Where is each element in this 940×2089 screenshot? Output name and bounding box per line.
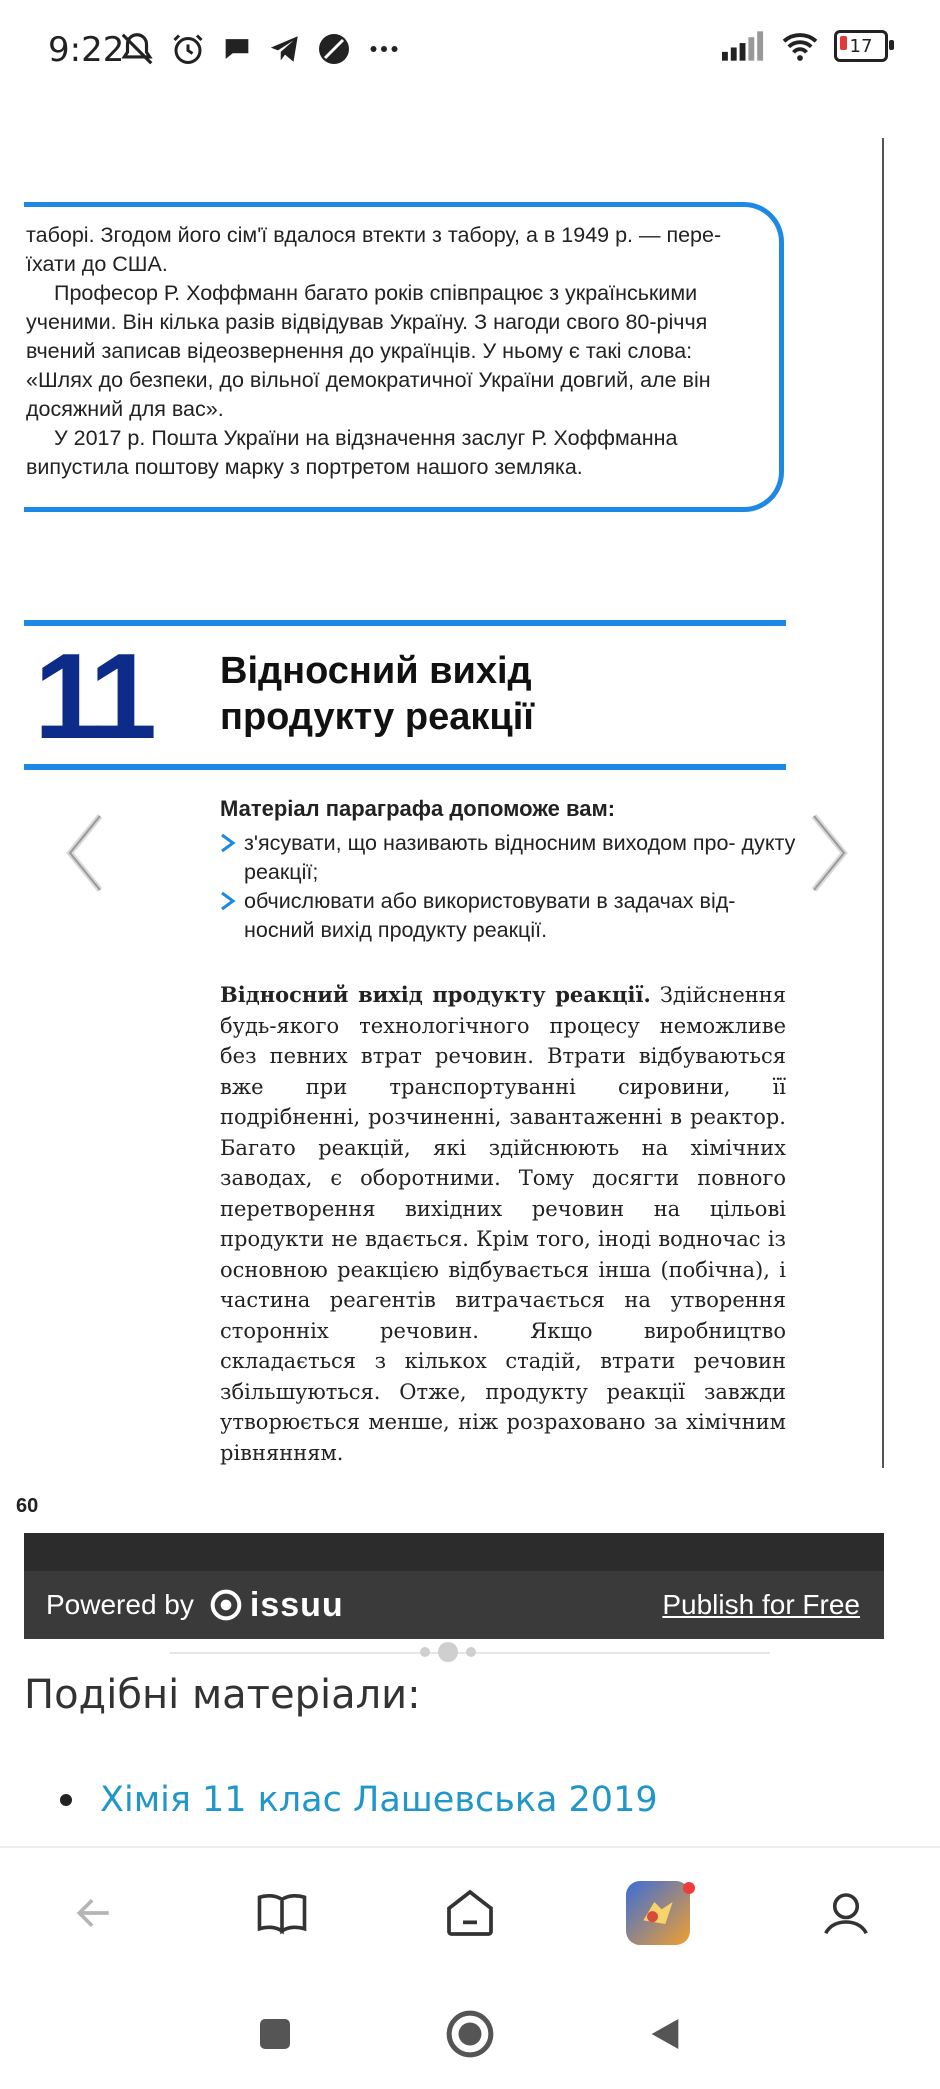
info-paragraph: Професор Р. Хоффманн багато років співпрацює з українськими ученими. Він кілька разів відвідував Україну. З нагоди свого 80-річчя вчений записав відеозвернення до українців. У ньому є такі слова: «Шлях до безпеки, до вільної демократичної України довгий, але він досяжний для вас».	[26, 281, 711, 421]
more-notifications-icon	[366, 31, 402, 67]
page-number: 60	[16, 1495, 39, 1517]
wifi-icon	[780, 30, 820, 62]
issuu-bar	[24, 1571, 884, 1639]
body-lead: Відносний вихід продукту реакції.	[220, 982, 651, 1007]
issuu-logo-text: issuu	[249, 1585, 344, 1624]
chapter-title-line: Відносний вихід	[220, 650, 532, 692]
signal-icon	[722, 31, 766, 61]
status-time: 9:22	[48, 30, 125, 70]
next-page-arrow-icon[interactable]	[804, 808, 854, 898]
goals-title: Матеріал параграфа допоможе вам:	[220, 796, 616, 821]
goal-item	[220, 829, 800, 887]
chapter-bottom-rule	[24, 764, 786, 770]
telegram-icon	[268, 32, 302, 66]
chapter-title-line: продукту реакції	[220, 696, 534, 738]
alarm-icon	[170, 31, 206, 67]
chapter-goals	[220, 794, 800, 945]
status-bar	[0, 0, 940, 100]
home-button[interactable]	[425, 1868, 515, 1958]
chapter-top-rule	[24, 620, 786, 626]
info-paragraph: таборі. Згодом його сім'ї вдалося втекти з табору, а в 1949 р. — пере- їхати до США.	[26, 223, 722, 276]
issuu-logo-icon	[210, 1589, 242, 1621]
status-notification-icons	[118, 30, 402, 68]
list-bullet	[60, 1794, 72, 1806]
goal-item	[220, 887, 800, 945]
viewer-page-edge	[882, 138, 884, 1468]
book-icon	[255, 1886, 309, 1940]
carousel-dot[interactable]	[466, 1647, 476, 1657]
powered-by-label: Powered by	[46, 1589, 194, 1620]
publish-for-free-link[interactable]: Publish for Free	[662, 1589, 860, 1620]
carousel-dot-active[interactable]	[438, 1642, 458, 1662]
recents-square-icon[interactable]	[255, 2014, 295, 2054]
browser-bottom-nav	[0, 1848, 940, 1978]
user-icon	[819, 1886, 873, 1940]
document-viewer[interactable]	[16, 100, 884, 1640]
list-item	[60, 1780, 658, 1820]
similar-material-link[interactable]: Хімія 11 клас Лашевська 2019	[100, 1780, 658, 1820]
app-shortcut-button[interactable]	[613, 1868, 703, 1958]
back-button[interactable]	[49, 1868, 139, 1958]
arrow-left-icon	[72, 1891, 116, 1935]
goal-text: обчислювати або використовувати в задачах від- носний вихід продукту реакції.	[244, 889, 736, 942]
body-paragraph	[220, 980, 786, 1468]
bookmarks-button[interactable]	[237, 1868, 327, 1958]
chevron-right-icon	[220, 887, 236, 910]
home-circle-icon[interactable]	[445, 2009, 495, 2059]
previous-page-arrow-icon[interactable]	[60, 808, 110, 898]
info-paragraph: У 2017 р. Пошта України на відзначення заслуг Р. Хоффманна випустила поштову марку з портретом нашого земляка.	[26, 426, 678, 479]
app-icon	[316, 31, 352, 67]
game-app-icon	[626, 1881, 690, 1945]
similar-materials-title: Подібні матеріали:	[24, 1672, 421, 1718]
bell-muted-icon	[118, 30, 156, 68]
issuu-logo[interactable]	[210, 1586, 344, 1625]
chat-icon	[220, 32, 254, 66]
profile-button[interactable]	[801, 1868, 891, 1958]
carousel-dot[interactable]	[420, 1647, 430, 1657]
home-icon	[442, 1885, 498, 1941]
back-triangle-icon[interactable]	[645, 2014, 685, 2054]
battery-icon	[834, 30, 888, 62]
similar-materials-list	[60, 1780, 658, 1820]
system-navigation-bar	[0, 1978, 940, 2089]
chevron-right-icon	[220, 829, 236, 852]
carousel-dots	[420, 1642, 476, 1662]
status-system-icons	[722, 30, 888, 62]
viewer-footer-strip	[24, 1533, 884, 1571]
goal-text: з'ясувати, що називають відносним виходом про- дукту реакції;	[244, 831, 796, 884]
chapter-number: 11	[34, 628, 151, 764]
info-box	[24, 202, 784, 512]
body-text: Здійснення будь-якого технологічного процесу неможливе без певних втрат речовин. Втрати відбуваються вже при транспортуванні сировини, її подрібненні, розчиненні, завантаженні в реактор. Багато реакцій, які здійснюють на хімічних заводах, є оборотними. Тому досягти повного перетворення вихідних речовин на цільові продукти не вдається. Крім того, іноді водночас із основною реакцією відбувається інша (побічна), і частина реагентів витрачається на утворення сторонніх речовин. Якщо виробництво складається з кількох стадій, втрати речовин збільшуються. Отже, продукту реакції завжди утворюється менше, ніж розраховано за хімічним рівнянням.	[220, 983, 786, 1465]
battery-level: 17	[849, 35, 873, 57]
battery-low-indicator	[840, 36, 847, 50]
chapter-title	[220, 648, 740, 740]
notification-dot	[683, 1882, 695, 1894]
